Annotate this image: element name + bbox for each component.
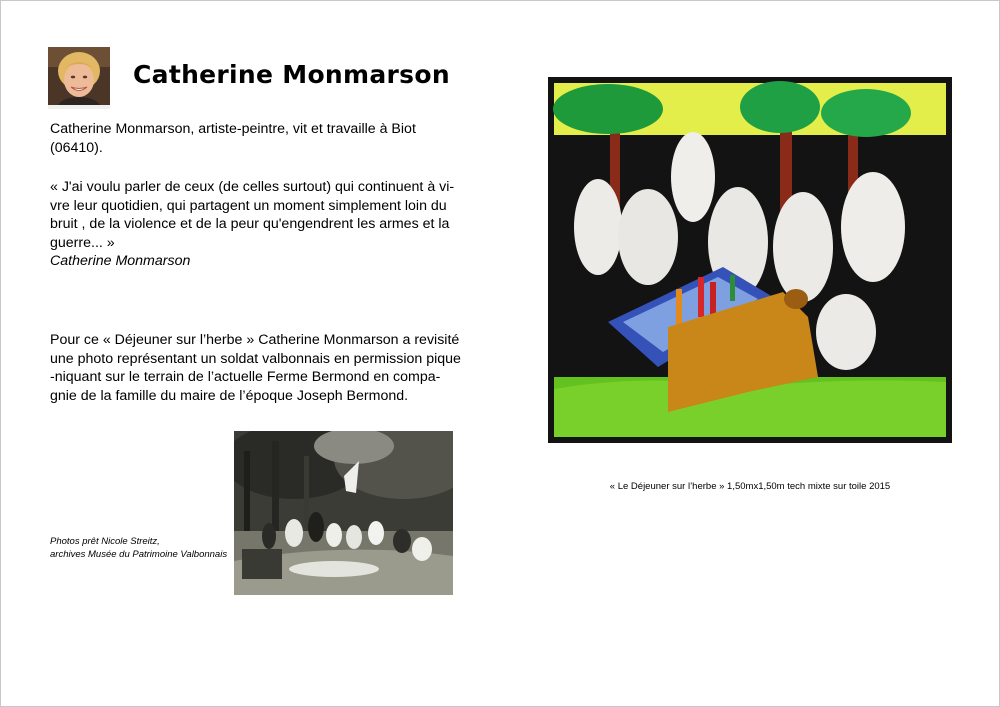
text-line: Photos prêt Nicole Streitz, bbox=[50, 536, 160, 547]
text-line: Catherine Monmarson, artiste-peintre, vit et travaille à Biot bbox=[50, 121, 416, 137]
photo-credit bbox=[50, 535, 227, 561]
quote-signature: Catherine Monmarson bbox=[50, 253, 191, 269]
text-line: (06410). bbox=[50, 139, 103, 156]
text-line: archives Musée du Patrimoine Valbonnais bbox=[50, 549, 228, 560]
archival-picnic-photo bbox=[234, 431, 453, 595]
text-line: guerre... » bbox=[50, 234, 115, 251]
text-line: gnie de la famille du maire de l’époque Joseph Bermond. bbox=[50, 387, 409, 404]
painting-le-dejeuner-sur-lherbe bbox=[548, 77, 952, 443]
artist-name-heading: Catherine Monmarson bbox=[133, 60, 450, 89]
text-line: bruit , de la violence et de la peur qu'engendrent les armes et la bbox=[50, 216, 450, 232]
text-line: « J'ai voulu parler de ceux (de celles surtout) qui continuent à vi- bbox=[50, 179, 455, 195]
artist-portrait-photo bbox=[48, 47, 110, 109]
text-line: une photo représentant un soldat valbonnais en permission pique bbox=[50, 350, 461, 367]
artist-quote bbox=[50, 178, 460, 271]
text-line: vre leur quotidien, qui partagent un moment simplement loin du bbox=[50, 197, 447, 214]
text-line: -niquant sur le terrain de l’actuelle Ferme Bermond en compa- bbox=[50, 369, 441, 385]
artwork-description bbox=[50, 331, 460, 405]
painting-caption: « Le Déjeuner sur l’herbe » 1,50mx1,50m tech mixte sur toile 2015 bbox=[609, 481, 891, 492]
text-line: Pour ce « Déjeuner sur l’herbe » Catherine Monmarson a revisité bbox=[50, 332, 460, 348]
intro-paragraph bbox=[50, 120, 460, 157]
